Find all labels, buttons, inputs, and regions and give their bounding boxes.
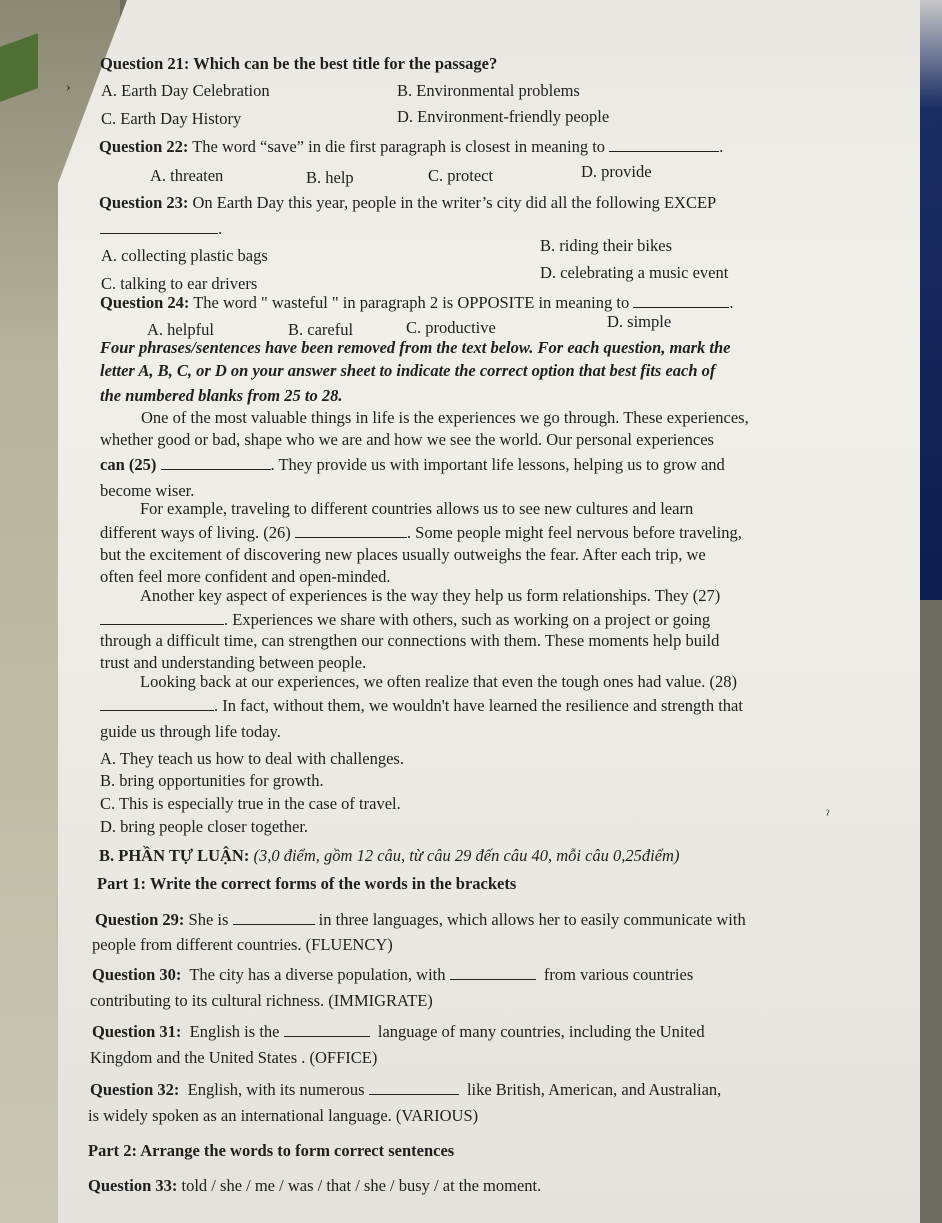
q24-stem: Question 24: The word " wasteful " in paragraph 2 is OPPOSITE in meaning to . [100, 293, 734, 312]
q32-line-1: Question 32: English, with its numerous like British, American, and Australian, [90, 1080, 722, 1099]
pen-mark-icon: › [66, 80, 71, 95]
passage-p1-line-1: One of the most valuable things in life is the experiences we go through. These experiences, [141, 408, 749, 427]
passage-p2-line-3: but the excitement of discovering new places usually outweighs the fear. After each trip, we [100, 545, 706, 564]
q23-option-d[interactable]: D. celebrating a music event [540, 263, 729, 282]
q21-stem: Question 21: Which can be the best title for the passage? [100, 54, 498, 73]
q29-answer-blank[interactable] [233, 910, 315, 925]
q21-option-b[interactable]: B. Environmental problems [397, 81, 580, 100]
passage-option-b[interactable]: B. bring opportunities for growth. [100, 771, 324, 790]
passage-p1-line-2: whether good or bad, shape who we are and how we see the world. Our personal experiences [100, 430, 714, 449]
q29-line-2: people from different countries. (FLUENCY) [92, 935, 393, 954]
q21-option-d[interactable]: D. Environment-friendly people [397, 107, 610, 126]
passage-p3-line-2: . Experiences we share with others, such as working on a project or going [100, 610, 710, 630]
q23-option-a[interactable]: A. collecting plastic bags [101, 246, 268, 265]
passage-p3-line-1: Another key aspect of experiences is the way they help us form relationships. They (27) [140, 586, 721, 605]
part2-title: Part 2: Arrange the words to form correct sentences [88, 1141, 455, 1160]
q31-answer-blank[interactable] [284, 1022, 370, 1037]
q22-option-d[interactable]: D. provide [581, 162, 652, 181]
q24-answer-blank[interactable] [633, 293, 729, 308]
q32-answer-blank[interactable] [369, 1080, 459, 1095]
pen-mark-icon: ˀ [826, 808, 830, 823]
passage-p4-line-1: Looking back at our experiences, we often realize that even the tough ones had value. (28) [140, 672, 737, 691]
q32-line-2: is widely spoken as an international language. (VARIOUS) [88, 1106, 479, 1125]
section-b-heading: B. PHẦN TỰ LUẬN: (3,0 điểm, gồm 12 câu, từ câu 29 đến câu 40, mỗi câu 0,25điểm) [99, 846, 680, 865]
q29-line-1: Question 29: She is in three languages, which allows her to easily communicate with [95, 910, 746, 929]
q23-option-b[interactable]: B. riding their bikes [540, 236, 672, 255]
blank-25[interactable] [161, 455, 271, 470]
q30-line-1: Question 30: The city has a diverse population, with from various countries [92, 965, 694, 984]
q22-option-a[interactable]: A. threaten [150, 166, 224, 185]
q31-line-2: Kingdom and the United States . (OFFICE) [90, 1048, 378, 1067]
q33-line: Question 33: told / she / me / was / that / she / busy / at the moment. [88, 1176, 542, 1195]
q22-answer-blank[interactable] [609, 137, 719, 152]
passage-option-d[interactable]: D. bring people closer together. [100, 817, 309, 836]
q23-answer-line[interactable]: . [100, 219, 222, 239]
blank-28[interactable] [100, 696, 214, 711]
passage-p1-line-3: can (25) . They provide us with important life lessons, helping us to grow and [100, 455, 725, 474]
passage-p3-line-4: trust and understanding between people. [100, 653, 367, 672]
passage-option-a[interactable]: A. They teach us how to deal with challenges. [100, 749, 404, 768]
q24-option-a[interactable]: A. helpful [147, 320, 214, 339]
instructions-line-1: Four phrases/sentences have been removed from the text below. For each question, mark the [100, 338, 731, 357]
q23-option-c[interactable]: C. talking to ear drivers [101, 274, 258, 293]
passage-p2-line-2: different ways of living. (26) . Some people might feel nervous before traveling, [100, 523, 742, 542]
part1-title: Part 1: Write the correct forms of the words in the brackets [97, 874, 517, 893]
passage-p3-line-3: through a difficult time, can strengthen our connections with them. These moments help build [100, 631, 720, 650]
q24-option-d[interactable]: D. simple [607, 312, 672, 331]
instructions-line-2: letter A, B, C, or D on your answer sheet to indicate the correct option that best fits each of [100, 361, 716, 380]
blank-27[interactable] [100, 610, 224, 625]
q22-stem: Question 22: The word “save” in die first paragraph is closest in meaning to . [99, 137, 724, 156]
q30-line-2: contributing to its cultural richness. (IMMIGRATE) [90, 991, 433, 1010]
passage-p2-line-1: For example, traveling to different countries allows us to see new cultures and learn [140, 499, 694, 518]
q23-stem: Question 23: On Earth Day this year, people in the writer’s city did all the following EXCEP [99, 193, 717, 212]
q22-option-b[interactable]: B. help [306, 168, 354, 187]
q22-option-c[interactable]: C. protect [428, 166, 494, 185]
blank-26[interactable] [295, 523, 407, 538]
instructions-line-3: the numbered blanks from 25 to 28. [100, 386, 343, 405]
q24-option-b[interactable]: B. careful [288, 320, 354, 339]
passage-p4-line-2: . In fact, without them, we wouldn't have learned the resilience and strength that [100, 696, 743, 716]
q21-option-a[interactable]: A. Earth Day Celebration [101, 81, 270, 100]
passage-p2-line-4: often feel more confident and open-minded. [100, 567, 391, 586]
q21-option-c[interactable]: C. Earth Day History [101, 109, 242, 128]
q24-option-c[interactable]: C. productive [406, 318, 496, 337]
q31-line-1: Question 31: English is the language of many countries, including the United [92, 1022, 705, 1041]
passage-p1-line-4: become wiser. [100, 481, 195, 500]
q30-answer-blank[interactable] [450, 965, 536, 980]
passage-p4-line-3: guide us through life today. [100, 722, 281, 741]
passage-option-c[interactable]: C. This is especially true in the case of travel. [100, 794, 401, 813]
